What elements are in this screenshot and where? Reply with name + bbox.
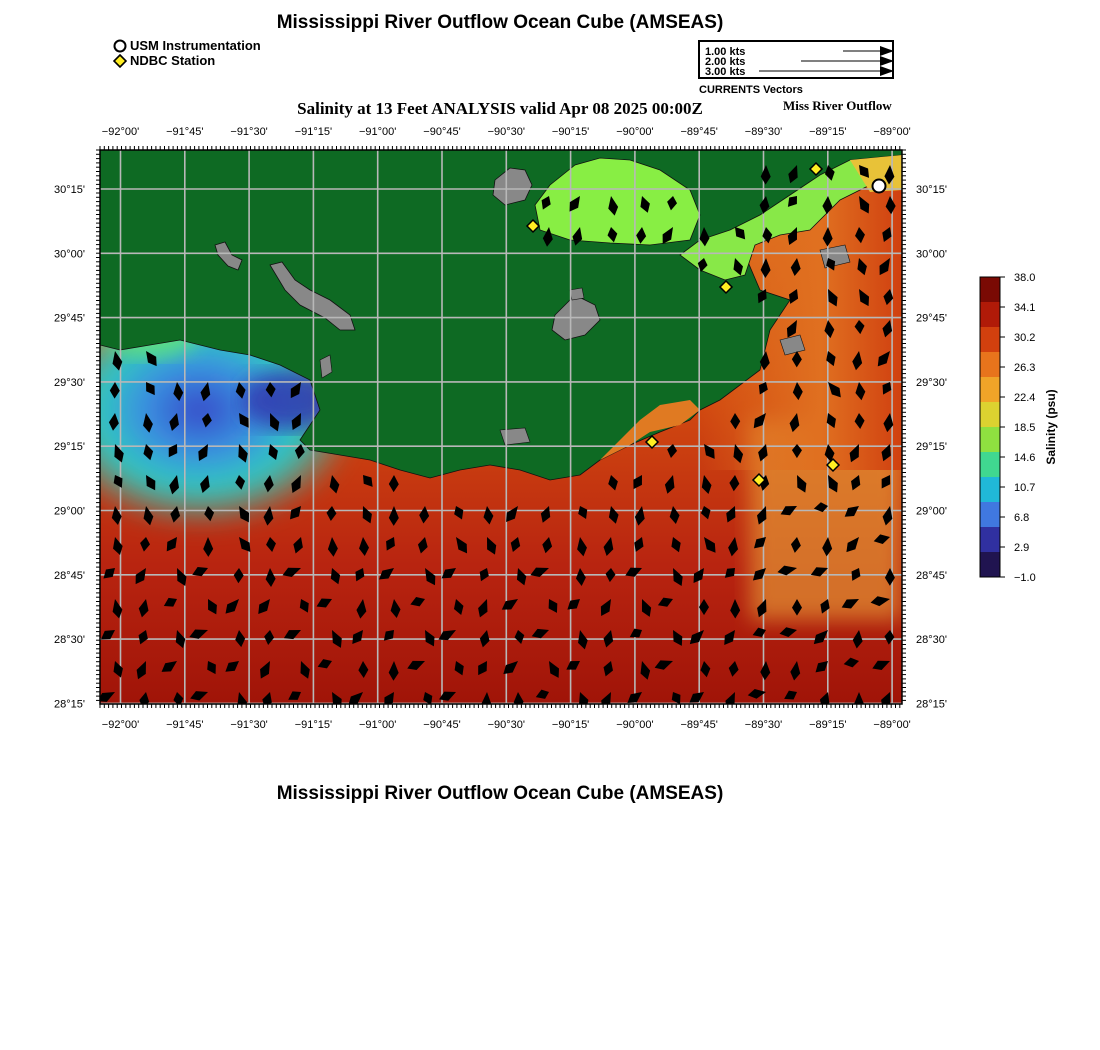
lon-label-top: −91°00' [358,126,397,138]
lat-label-left: 29°30' [54,376,85,389]
lat-label-left: 29°15' [54,441,85,454]
colorbar-cell [980,302,1000,328]
lon-label-bottom: −89°45' [680,719,718,731]
lon-label-bottom: −90°30' [487,719,526,731]
lon-label-top: −91°15' [294,126,333,138]
lat-label-left: 28°15' [54,698,85,711]
lat-label-left: 30°15' [54,184,85,196]
lon-label-bottom: −92°00' [101,719,140,731]
colorbar-tick-label: 30.2 [1014,332,1036,344]
lon-label-top: −89°00' [873,126,911,138]
lat-label-left: 28°45' [54,569,85,582]
colorbar-tick-label: 38.0 [1014,272,1036,284]
colorbar-cell [980,427,1000,453]
vector-legend-caption: CURRENTS Vectors [699,84,803,96]
colorbar-tick-label: 26.3 [1014,362,1036,374]
vector-label-3: 3.00 kts [705,66,746,78]
colorbar-cell [980,402,1000,428]
map-subtitle: Salinity at 13 Feet ANALYSIS valid Apr 08 2025 00:00Z [297,99,703,118]
lon-label-top: −92°00' [101,126,140,138]
legend-usm-label: USM Instrumentation [130,38,261,53]
vector-label-2: 2.00 kts [705,56,746,68]
lon-label-top: −89°45' [680,126,718,138]
lon-label-top: −89°30' [744,126,783,138]
colorbar-cell [980,277,1000,303]
lon-label-top: −91°45' [166,126,204,138]
lat-label-right: 28°15' [916,698,947,711]
colorbar-cell [980,352,1000,378]
lat-label-right: 29°30' [916,376,947,389]
colorbar-cell [980,477,1000,503]
lon-label-bottom: −91°30' [230,719,268,731]
outflow-label: Miss River Outflow [783,98,892,113]
lat-label-left: 29°00' [54,505,85,518]
lat-label-right: 28°45' [916,569,947,582]
map-title: Mississippi River Outflow Ocean Cube (AMSEAS) [276,12,724,33]
lon-label-top: −91°30' [230,126,268,138]
colorbar-cell [980,527,1000,553]
colorbar-tick-label: −1.0 [1014,572,1036,584]
colorbar-cell [980,377,1000,403]
lon-label-bottom: −89°00' [873,719,911,731]
lon-label-bottom: −90°15' [551,719,590,731]
lat-label-left: 30°00' [54,248,85,261]
lon-label-bottom: −89°30' [744,719,783,731]
lat-label-right: 30°15' [916,184,947,196]
lon-label-top: −90°00' [616,126,654,138]
colorbar-cell [980,502,1000,528]
colorbar-tick-label: 10.7 [1014,482,1036,494]
colorbar-title: Salinity (psu) [1044,389,1058,465]
lon-label-top: −90°45' [423,126,461,138]
colorbar-cell [980,552,1000,578]
lon-label-top: −89°15' [809,126,847,138]
lat-label-right: 28°30' [916,634,947,647]
lon-label-bottom: −90°00' [616,719,654,731]
lon-label-top: −90°15' [551,126,590,138]
colorbar-tick-label: 34.1 [1014,302,1036,314]
colorbar-cell [980,452,1000,478]
map-title-bottom: Mississippi River Outflow Ocean Cube (AMSEAS) [276,783,724,804]
lon-label-top: −90°30' [487,126,526,138]
lat-label-left: 29°45' [54,312,85,325]
colorbar-tick-label: 6.8 [1014,512,1030,524]
lat-label-left: 28°30' [54,634,85,647]
colorbar-tick-label: 22.4 [1014,392,1036,404]
lon-label-bottom: −91°45' [166,719,204,731]
lon-label-bottom: −89°15' [809,719,847,731]
colorbar-cell [980,327,1000,353]
colorbar-tick-label: 18.5 [1014,422,1036,434]
lon-label-bottom: −91°15' [294,719,333,731]
vector-label-1: 1.00 kts [705,46,746,58]
lat-label-right: 29°15' [916,441,947,454]
lat-label-right: 29°00' [916,505,947,518]
colorbar-tick-label: 14.6 [1014,452,1036,464]
colorbar-tick-label: 2.9 [1014,542,1030,554]
legend-ndbc-label: NDBC Station [130,53,216,68]
lon-label-bottom: −91°00' [358,719,397,731]
lon-label-bottom: −90°45' [423,719,461,731]
lat-label-right: 29°45' [916,312,947,325]
lat-label-right: 30°00' [916,248,947,261]
